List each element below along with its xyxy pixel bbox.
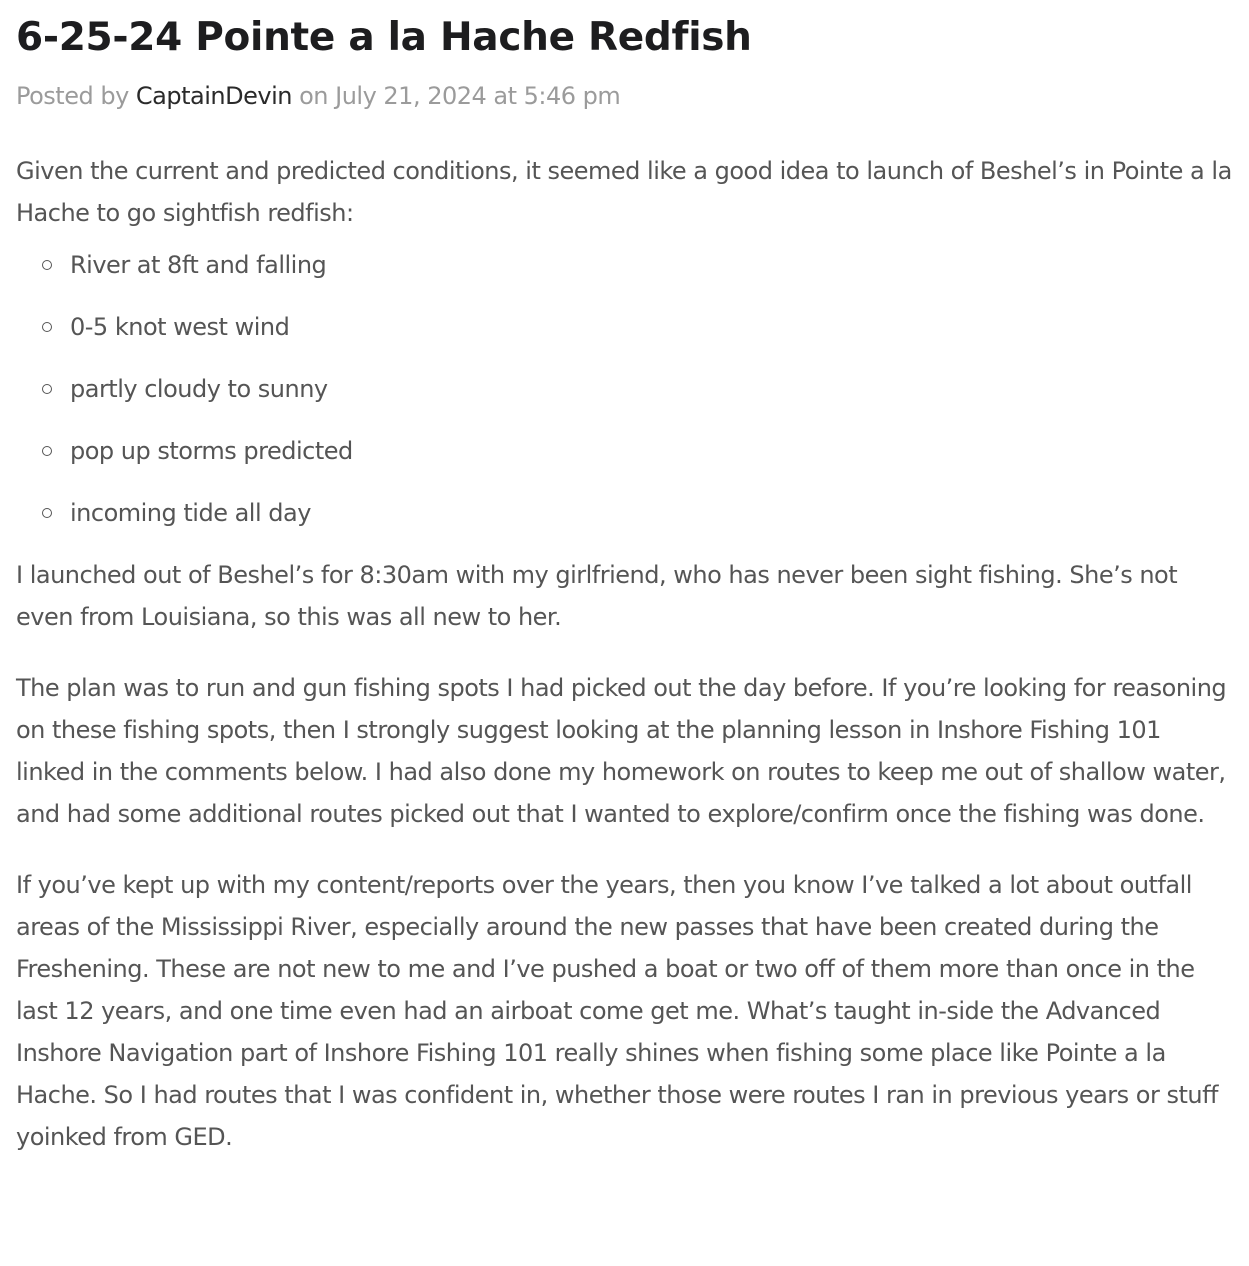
list-item-text: incoming tide all day xyxy=(70,499,311,527)
list-item xyxy=(16,430,1233,472)
body-paragraph: If you’ve kept up with my content/reports over the years, then you know I’ve talked a lot about outfall areas of the Mississippi River, especially around the new passes that have been created during the Freshening. These are not new to me and I’ve pushed a boat or two off of them more than once in the last 12 years, and one time even had an airboat come get me. What’s taught in-side the Advanced Inshore Navigation part of Inshore Fishing 101 really shines when fishing some place like Pointe a la Hache. So I had routes that I was confident in, whether those were routes I ran in previous years or stuff yoinked from GED. xyxy=(16,871,1219,1151)
body-paragraph: The plan was to run and gun fishing spots I had picked out the day before. If you’re looking for reasoning on these fishing spots, then I strongly suggest looking at the planning lesson in Inshore Fishing 101 linked in the comments below. I had also done my homework on routes to keep me out of shallow water, and had some additional routes picked out that I wanted to explore/confirm once the fishing was done. xyxy=(16,674,1227,828)
post-title: 6-25-24 Pointe a la Hache Redfish xyxy=(16,15,752,60)
post-meta xyxy=(16,80,1233,112)
conditions-list xyxy=(16,244,1233,534)
circle-bullet-icon xyxy=(42,446,52,456)
circle-bullet-icon xyxy=(42,508,52,518)
list-item xyxy=(16,306,1233,348)
list-item-text: partly cloudy to sunny xyxy=(70,375,328,403)
list-item-text: pop up storms predicted xyxy=(70,437,353,465)
author-link[interactable]: CaptainDevin xyxy=(135,82,292,110)
list-item xyxy=(16,368,1233,410)
circle-bullet-icon xyxy=(42,384,52,394)
list-item xyxy=(16,244,1233,286)
list-item-text: 0-5 knot west wind xyxy=(70,313,290,341)
circle-bullet-icon xyxy=(42,260,52,270)
intro-paragraph: Given the current and predicted conditions, it seemed like a good idea to launch of Beshel’s in Pointe a la Hache to go sightfish redfish: xyxy=(16,157,1232,227)
post-date: on July 21, 2024 at 5:46 pm xyxy=(299,82,621,110)
list-item-text: River at 8ft and falling xyxy=(70,251,327,279)
posted-by-label: Posted by xyxy=(16,82,129,110)
list-item xyxy=(16,492,1233,534)
body-paragraph: I launched out of Beshel’s for 8:30am with my girlfriend, who has never been sight fishing. She’s not even from Louisiana, so this was all new to her. xyxy=(16,561,1178,631)
circle-bullet-icon xyxy=(42,322,52,332)
